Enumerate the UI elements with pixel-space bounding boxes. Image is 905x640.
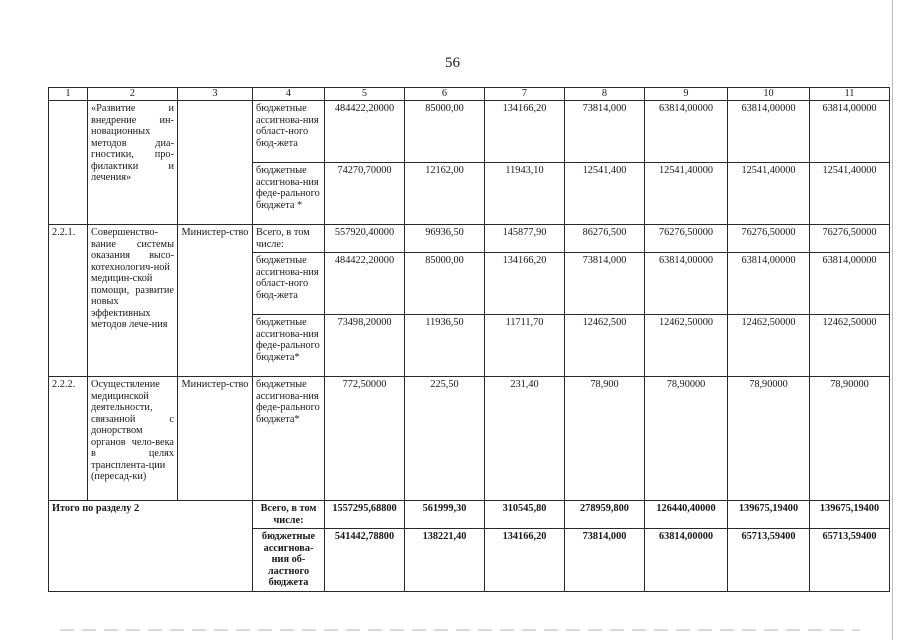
value-cell: 11943,10 <box>485 163 565 225</box>
value-cell: 138221,40 <box>405 529 485 592</box>
column-header-row <box>49 88 890 101</box>
value-cell: 139675,19400 <box>728 501 810 529</box>
measure-name-cell: Совершенство-вание системы оказания высо-котехнологич-ной медицин-ской помощи, развитие новых эффективных методов лече-ния <box>88 225 178 377</box>
value-cell: 134166,20 <box>485 101 565 163</box>
row-number-cell: 2.2.2. <box>49 377 88 501</box>
value-cell: 12462,50000 <box>810 315 890 377</box>
column-header: 4 <box>253 88 325 101</box>
row-number-cell <box>49 101 88 225</box>
value-cell: 484422,20000 <box>325 253 405 315</box>
funding-source-cell: бюджетные ассигнова-ния област-ного бюд-жета <box>253 253 325 315</box>
value-cell: 63814,00000 <box>645 253 728 315</box>
value-cell: 225,50 <box>405 377 485 501</box>
funding-source-cell: Всего, в том числе: <box>253 225 325 253</box>
executor-cell: Министер-ство <box>178 225 253 377</box>
funding-source-cell: бюджетные ассигнова-ния област-ного бюд-жета <box>253 101 325 163</box>
value-cell: 74270,70000 <box>325 163 405 225</box>
executor-cell <box>178 101 253 225</box>
budget-table <box>48 87 890 592</box>
value-cell: 557920,40000 <box>325 225 405 253</box>
value-cell: 11711,70 <box>485 315 565 377</box>
measure-name-cell: Осуществление медицинской деятельности, связанной с донорством органов чело-века в целях трансплента-ции (пересад-ки) <box>88 377 178 501</box>
value-cell: 63814,00000 <box>728 101 810 163</box>
table-row <box>49 501 890 529</box>
column-header: 3 <box>178 88 253 101</box>
value-cell: 76276,50000 <box>810 225 890 253</box>
value-cell: 78,900 <box>565 377 645 501</box>
value-cell: 134166,20 <box>485 529 565 592</box>
value-cell: 65713,59400 <box>810 529 890 592</box>
value-cell: 63814,00000 <box>645 101 728 163</box>
section-total-label: Итого по разделу 2 <box>49 501 253 592</box>
funding-source-cell: бюджетные ассигнова-ния об-ластного бюджета <box>253 529 325 592</box>
row-number-cell: 2.2.1. <box>49 225 88 377</box>
value-cell: 772,50000 <box>325 377 405 501</box>
scan-artifact <box>60 629 860 631</box>
value-cell: 310545,80 <box>485 501 565 529</box>
table-row <box>49 101 890 163</box>
value-cell: 12541,400 <box>565 163 645 225</box>
column-header: 5 <box>325 88 405 101</box>
value-cell: 85000,00 <box>405 253 485 315</box>
value-cell: 76276,50000 <box>728 225 810 253</box>
value-cell: 12462,50000 <box>645 315 728 377</box>
value-cell: 145877,90 <box>485 225 565 253</box>
funding-source-cell: бюджетные ассигнова-ния феде-рального бюджета* <box>253 377 325 501</box>
value-cell: 63814,00000 <box>645 529 728 592</box>
measure-name-cell: «Развитие и внедрение ин-новационных методов диа-гностики, про-филактики и лечения» <box>88 101 178 225</box>
value-cell: 73814,000 <box>565 253 645 315</box>
column-header: 9 <box>645 88 728 101</box>
value-cell: 139675,19400 <box>810 501 890 529</box>
value-cell: 561999,30 <box>405 501 485 529</box>
column-header: 8 <box>565 88 645 101</box>
value-cell: 65713,59400 <box>728 529 810 592</box>
table-row <box>49 225 890 253</box>
scan-edge-line <box>892 0 893 640</box>
value-cell: 73814,000 <box>565 101 645 163</box>
value-cell: 85000,00 <box>405 101 485 163</box>
value-cell: 63814,00000 <box>810 101 890 163</box>
value-cell: 11936,50 <box>405 315 485 377</box>
value-cell: 278959,800 <box>565 501 645 529</box>
funding-source-cell: бюджетные ассигнова-ния феде-рального бюджета* <box>253 315 325 377</box>
value-cell: 63814,00000 <box>728 253 810 315</box>
value-cell: 484422,20000 <box>325 101 405 163</box>
executor-cell: Министер-ство <box>178 377 253 501</box>
value-cell: 231,40 <box>485 377 565 501</box>
column-header: 7 <box>485 88 565 101</box>
value-cell: 73498,20000 <box>325 315 405 377</box>
column-header: 11 <box>810 88 890 101</box>
column-header: 2 <box>88 88 178 101</box>
value-cell: 12462,50000 <box>728 315 810 377</box>
value-cell: 126440,40000 <box>645 501 728 529</box>
column-header: 10 <box>728 88 810 101</box>
funding-source-cell: бюджетные ассигнова-ния феде-рального бюджета * <box>253 163 325 225</box>
value-cell: 1557295,68800 <box>325 501 405 529</box>
column-header: 1 <box>49 88 88 101</box>
value-cell: 78,90000 <box>810 377 890 501</box>
funding-source-cell: Всего, в том числе: <box>253 501 325 529</box>
value-cell: 78,90000 <box>645 377 728 501</box>
value-cell: 96936,50 <box>405 225 485 253</box>
value-cell: 12541,40000 <box>645 163 728 225</box>
table-row <box>49 377 890 501</box>
value-cell: 73814,000 <box>565 529 645 592</box>
value-cell: 541442,78800 <box>325 529 405 592</box>
value-cell: 12462,500 <box>565 315 645 377</box>
value-cell: 12541,40000 <box>810 163 890 225</box>
value-cell: 63814,00000 <box>810 253 890 315</box>
value-cell: 12162,00 <box>405 163 485 225</box>
value-cell: 86276,500 <box>565 225 645 253</box>
column-header: 6 <box>405 88 485 101</box>
value-cell: 134166,20 <box>485 253 565 315</box>
value-cell: 76276,50000 <box>645 225 728 253</box>
value-cell: 12541,40000 <box>728 163 810 225</box>
page-number: 56 <box>445 55 460 71</box>
value-cell: 78,90000 <box>728 377 810 501</box>
